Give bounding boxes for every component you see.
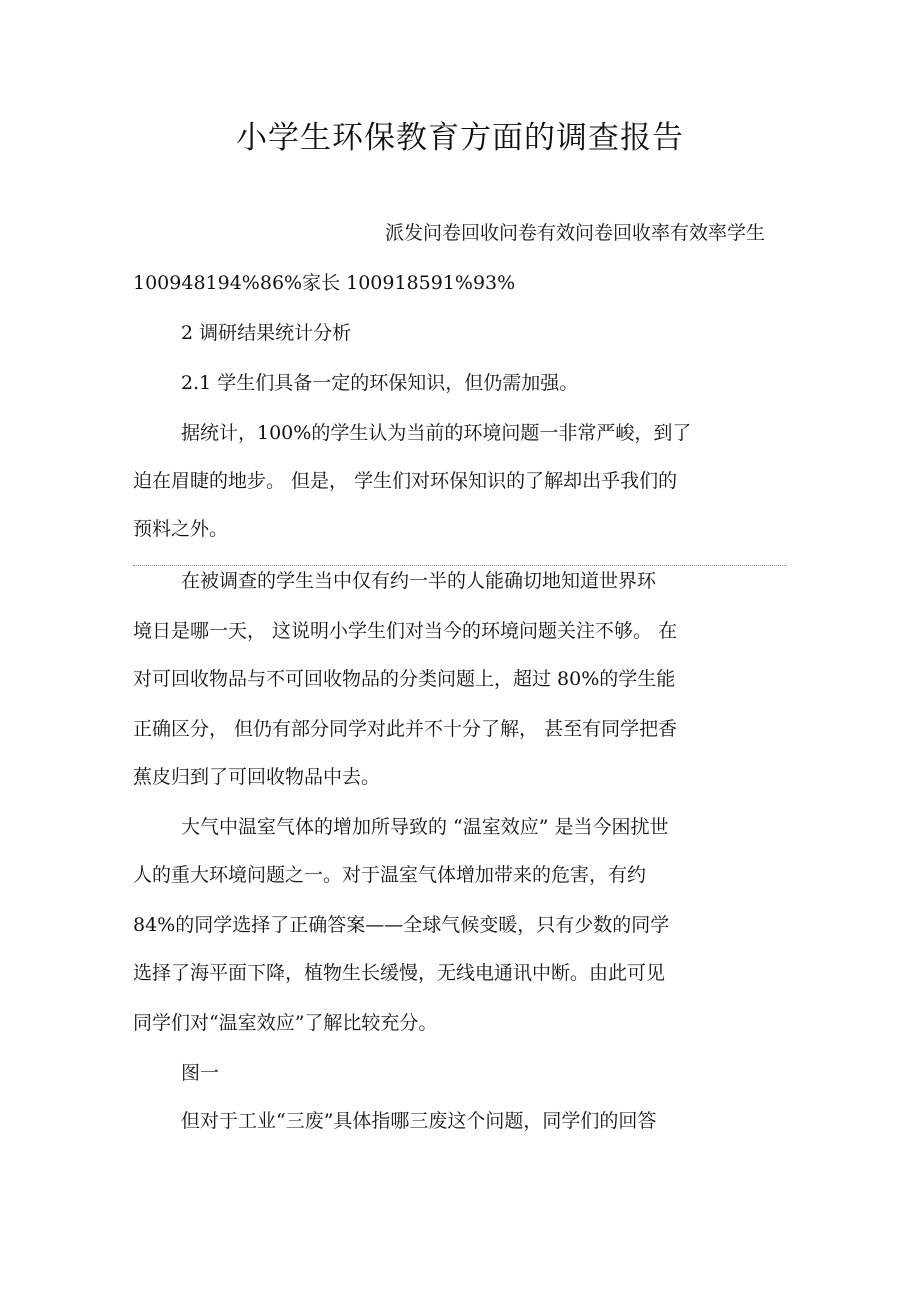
paragraph-line: 选择了海平面下降，植物生长缓慢，无线电通讯中断。由此可见 — [133, 962, 666, 984]
paragraph-line: 正确区分， 但仍有部分同学对此并不十分了解， 甚至有同学把香 — [133, 718, 678, 740]
document-title: 小学生环保教育方面的调查报告 — [236, 120, 684, 156]
paragraph-line: 境日是哪一天， 这说明小学生们对当今的环境问题关注不够。 在 — [133, 620, 678, 642]
paragraph-line: 同学们对“温室效应”了解比较充分。 — [133, 1012, 438, 1034]
section-heading: 2 调研结果统计分析 — [181, 322, 352, 344]
paragraph-line: 据统计，100%的学生认为当前的环境问题一非常严峻，到了 — [181, 422, 692, 444]
paragraph-line: 蕉皮归到了可回收物品中去。 — [133, 766, 381, 788]
paragraph-line: 84%的同学选择了正确答案——全球气候变暖，只有少数的同学 — [133, 914, 670, 936]
paragraph-line: 大气中温室气体的增加所导致的 “温室效应” 是当今困扰世 — [181, 816, 669, 838]
paragraph-line: 但对于工业“三废”具体指哪三废这个问题，同学们的回答 — [181, 1110, 657, 1132]
figure-caption: 图一 — [181, 1062, 220, 1084]
subsection-heading: 2.1 学生们具备一定的环保知识，但仍需加强。 — [181, 372, 579, 394]
paragraph-line: 预料之外。 — [133, 518, 229, 540]
table-header-line: 派发问卷回收问卷有效问卷回收率有效率学生 — [385, 222, 766, 244]
paragraph-line: 对可回收物品与不可回收物品的分类问题上，超过 80%的学生能 — [133, 668, 676, 690]
paragraph-line: 迫在眉睫的地步。 但是， 学生们对环保知识的了解却出乎我们的 — [133, 470, 678, 492]
paragraph-line: 人的重大环境问题之一。对于温室气体增加带来的危害，有约 — [133, 864, 647, 886]
paragraph-line: 在被调查的学生当中仅有约一半的人能确切地知道世界环 — [181, 570, 657, 592]
page-divider — [133, 565, 787, 566]
table-data-line: 100948194%86%家长 100918591%93% — [133, 272, 516, 294]
